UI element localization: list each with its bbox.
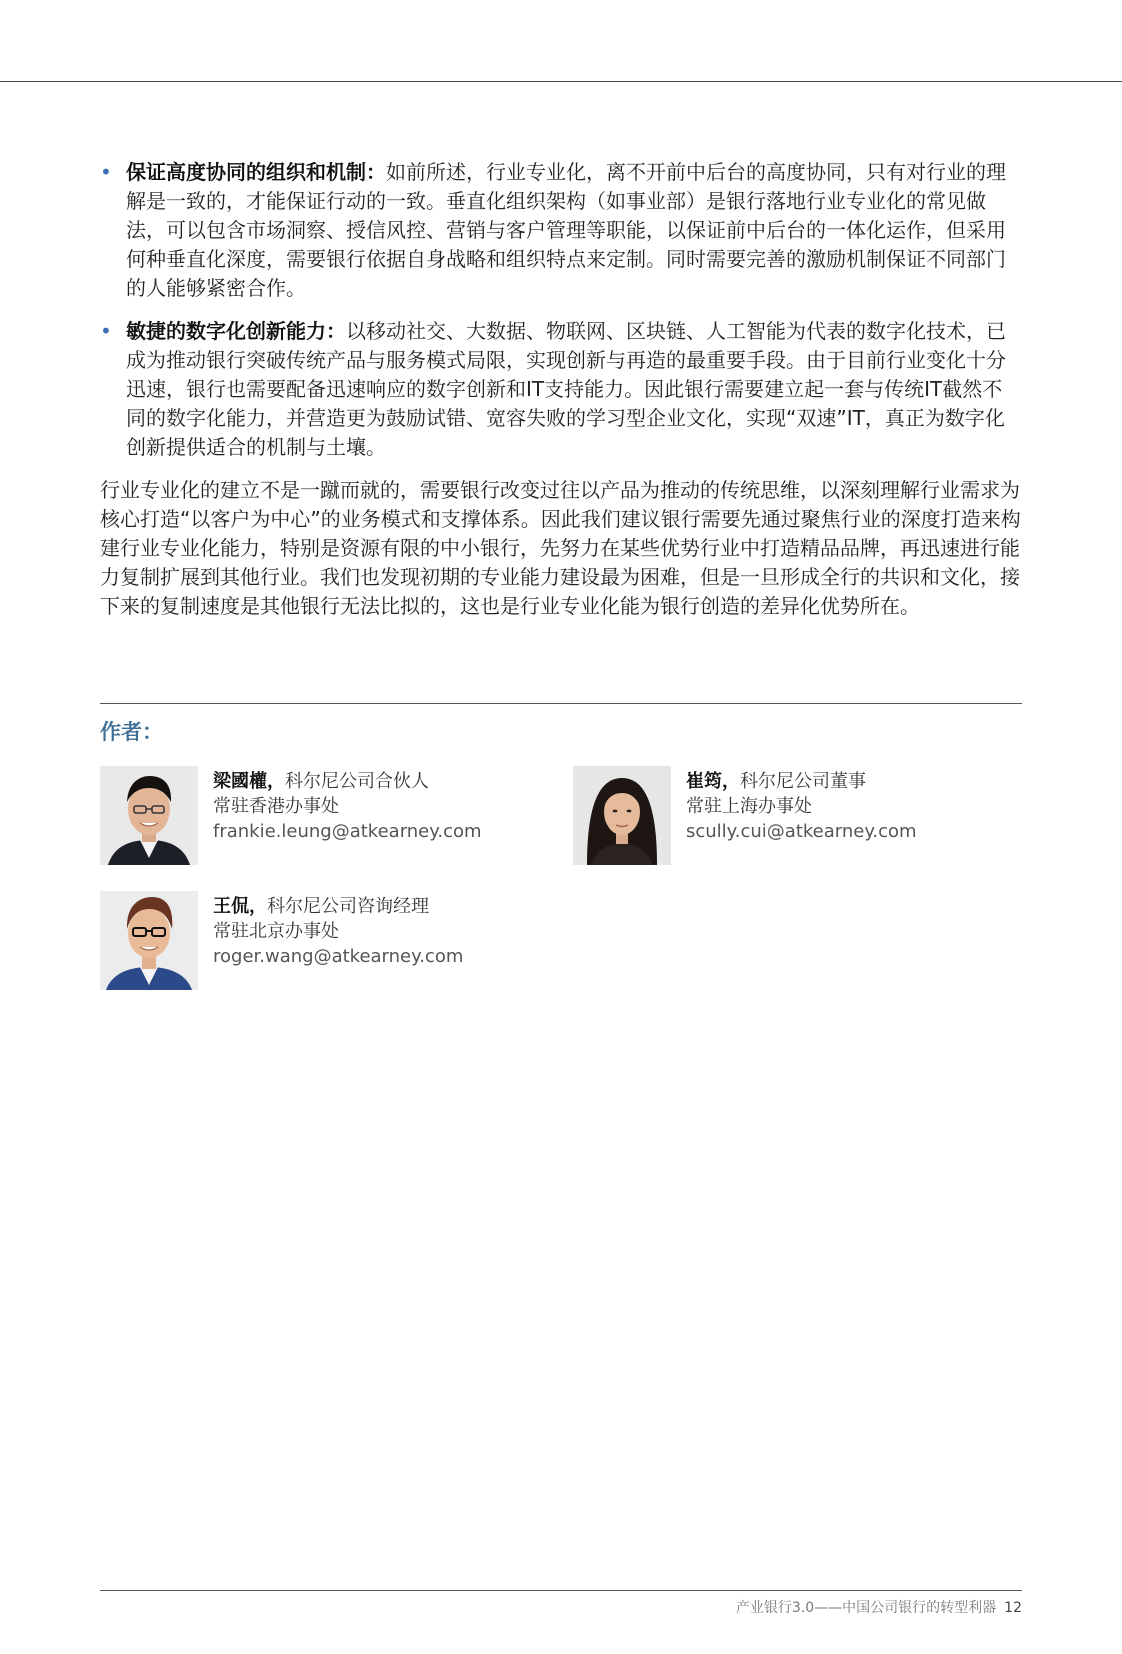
header-rule	[0, 81, 1122, 82]
author-office: 常驻香港办事处	[213, 796, 339, 817]
author-photo	[573, 766, 671, 865]
author-office: 常驻上海办事处	[686, 796, 812, 817]
author-office: 常驻北京办事处	[213, 921, 339, 942]
footer-title: 产业银行3.0——中国公司银行的转型利器	[735, 1600, 997, 1616]
author-photo	[100, 891, 198, 990]
footer-rule	[100, 1590, 1022, 1591]
authors-divider	[100, 703, 1022, 704]
authors-heading: 作者：	[100, 720, 163, 744]
author-photo	[100, 766, 198, 865]
author-title: 科尔尼公司董事	[740, 771, 866, 792]
bullet-title: 敏捷的数字化创新能力：	[126, 319, 346, 343]
author-email[interactable]: frankie.leung@atkearney.com	[213, 821, 482, 842]
author-info	[686, 769, 917, 844]
bullet-dot-icon: •	[100, 160, 112, 184]
bullet-organization	[100, 158, 1022, 303]
author-name: 崔筠，	[686, 771, 740, 792]
bullet-text: 如前所述，行业专业化，离不开前中后台的高度协同，只有对行业的理解是一致的，才能保证行动的一致。垂直化组织架构（如事业部）是银行落地行业专业化的常见做法，可以包含市场洞察、授信风控、营销与客户管理等职能，以保证前中后台的一体化运作，但采用何种垂直化深度，需要银行依据自身战略和组织特点来定制。同时需要完善的激励机制保证不同部门的人能够紧密合作。	[126, 160, 1006, 300]
author-title: 科尔尼公司咨询经理	[267, 896, 429, 917]
bullet-digital	[100, 317, 1022, 462]
author-info	[213, 769, 482, 844]
bullet-text: 以移动社交、大数据、物联网、区块链、人工智能为代表的数字化技术，已成为推动银行突破传统产品与服务模式局限，实现创新与再造的最重要手段。由于目前行业变化十分迅速，银行也需要配备迅速响应的数字创新和IT支持能力。因此银行需要建立起一套与传统IT截然不同的数字化能力，并营造更为鼓励试错、宽容失败的学习型企业文化，实现“双速”IT，真正为数字化创新提供适合的机制与土壤。	[126, 319, 1006, 459]
author-email[interactable]: scully.cui@atkearney.com	[686, 821, 917, 842]
bullet-title: 保证高度协同的组织和机制：	[126, 160, 386, 184]
body-content	[100, 158, 1022, 621]
page-footer	[736, 1597, 1022, 1617]
author-title: 科尔尼公司合伙人	[285, 771, 429, 792]
author-info	[213, 894, 463, 969]
bullet-dot-icon: •	[100, 319, 112, 343]
summary-paragraph: 行业专业化的建立不是一蹴而就的，需要银行改变过往以产品为推动的传统思维，以深刻理解行业需求为核心打造“以客户为中心”的业务模式和支撑体系。因此我们建议银行需要先通过聚焦行业的深度打造来构建行业专业化能力，特别是资源有限的中小银行，先努力在某些优势行业中打造精品品牌，再迅速进行能力复制扩展到其他行业。我们也发现初期的专业能力建设最为困难，但是一旦形成全行的共识和文化，接下来的复制速度是其他银行无法比拟的，这也是行业专业化能为银行创造的差异化优势所在。	[100, 478, 1021, 618]
page-number: 12	[1004, 1600, 1022, 1616]
author-name: 梁國權，	[213, 771, 285, 792]
author-name: 王侃，	[213, 896, 267, 917]
author-email[interactable]: roger.wang@atkearney.com	[213, 946, 464, 967]
